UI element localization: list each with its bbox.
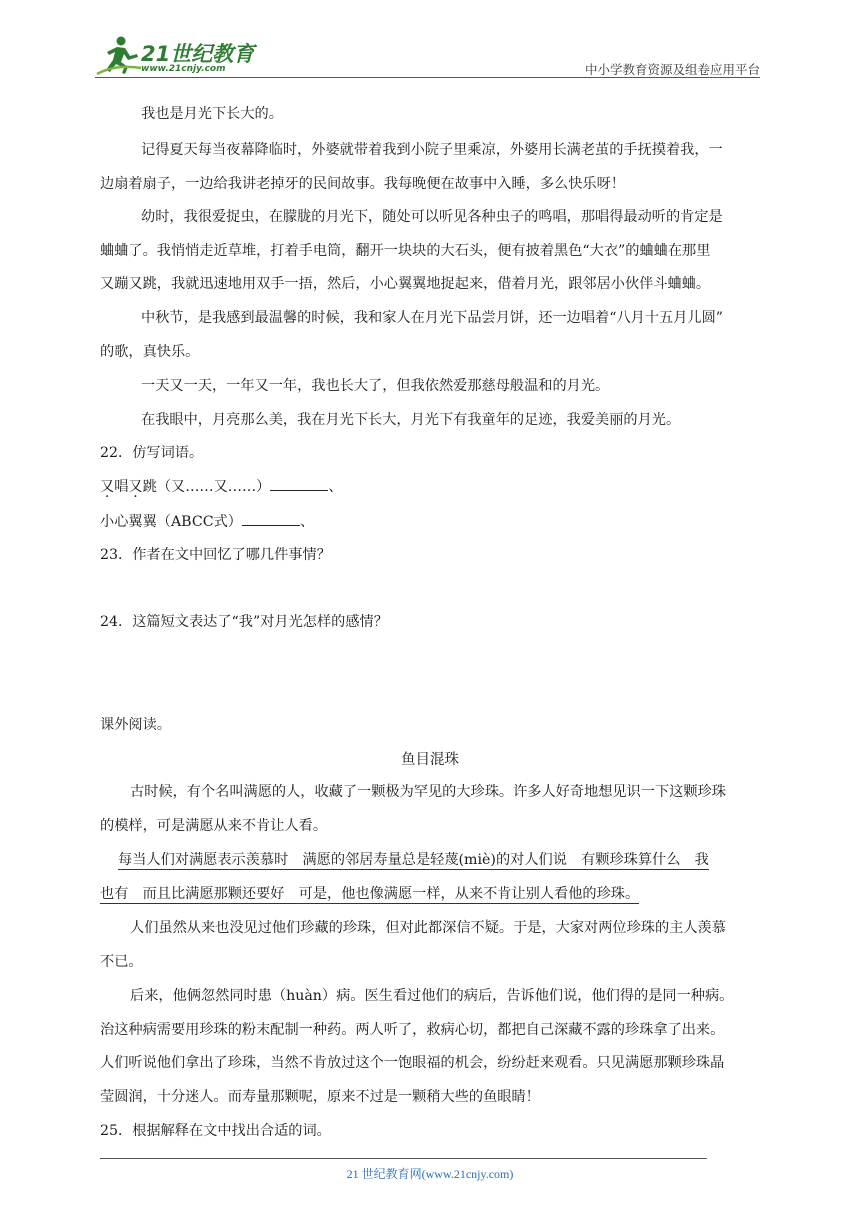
story-paragraph-4-line-3: 人们听说他们拿出了珍珠，当然不肯放过这个一饱眼福的机会，纷纷赶来观看。只见满愿那颗珍珠晶: [100, 1055, 725, 1071]
passage-paragraph-4-line-1: 中秋节，是我感到最温馨的时候，我和家人在月光下品尝月饼，还一边唱着“八月十五月儿圆”: [141, 310, 724, 326]
separator: 、: [299, 514, 315, 530]
story-paragraph-1-line-1: 古时候，有个名叫满愿的人，收藏了一颗极为罕见的大珍珠。许多人好奇地想见识一下这颗珍珠: [130, 784, 726, 800]
pattern-hint: 小心翼翼（ABCC式）: [100, 514, 242, 530]
passage-paragraph-3-line-1: 幼时，我很爱捉虫，在朦胧的月光下，随处可以听见各种虫子的鸣唱，那唱得最动听的肯定是: [141, 209, 723, 225]
emphasis-char: 又: [128, 479, 143, 495]
passage-paragraph-1: 我也是月光下长大的。: [141, 106, 283, 122]
question-24: 24．这篇短文表达了“我”对月光怎样的感情？: [100, 614, 388, 630]
story-paragraph-2-line-1: [118, 850, 709, 870]
pattern-hint: （又……又……）: [156, 479, 271, 495]
emphasis-char-plain: 唱: [114, 479, 129, 495]
section-heading: 课外阅读。: [100, 717, 171, 733]
passage-paragraph-5: 一天又一天，一年又一年，我也长大了，但我依然爱那慈母般温和的月光。: [141, 378, 610, 394]
logo-text: 21世纪教育: [141, 42, 255, 66]
passage-paragraph-6: 在我眼中，月亮那么美，我在月光下长大，月光下有我童年的足迹，我爱美丽的月光。: [141, 412, 681, 428]
passage-paragraph-3-line-2: 蛐蛐了。我悄悄走近草堆，打着手电筒，翻开一块块的大石头，便有披着黑色“大衣”的蛐蛐在那里: [100, 243, 711, 259]
footer-divider: [100, 1158, 707, 1159]
site-logo: [95, 34, 260, 78]
underlined-sentence: 每当人们对满愿表示羡慕时 满愿的邻居寿量总是轻蔑(miè)的对人们说 有颗珍珠算什么 我: [118, 852, 709, 868]
story-paragraph-4-line-4: 莹圆润，十分迷人。而寿量那颗呢，原来不过是一颗稍大些的鱼眼睛！: [100, 1089, 540, 1105]
passage-paragraph-2-line-2: 边扇着扇子，一边给我讲老掉牙的民间故事。我每晚便在故事中入睡，多么快乐呀！: [100, 176, 625, 192]
answer-blank[interactable]: [242, 511, 300, 526]
runner-logo-icon: [95, 34, 143, 78]
story-title: 鱼目混珠: [401, 752, 459, 768]
emphasis-char-plain: 跳: [142, 479, 157, 495]
story-paragraph-2-line-2: [100, 884, 639, 904]
separator: 、: [328, 479, 343, 495]
question-22: 22．仿写词语。: [100, 445, 204, 461]
story-paragraph-3-line-2: 不已。: [100, 954, 143, 970]
footer-source[interactable]: 21 世纪教育网(www.21cnjy.com): [346, 1167, 514, 1181]
story-paragraph-4-line-2: 治这种病需要用珍珠的粉末配制一种药。两人听了，救病心切，都把自己深藏不露的珍珠拿了出来。: [100, 1022, 725, 1038]
story-paragraph-4-line-1: 后来，他俩忽然同时患（huàn）病。医生看过他们的病后，告诉他们说，他们得的是同一种病。: [130, 988, 734, 1004]
header-divider: [95, 77, 760, 78]
question-22-item-b: [100, 511, 314, 532]
answer-blank[interactable]: [270, 476, 328, 491]
story-paragraph-1-line-2: 的模样，可是满愿从来不肯让人看。: [100, 818, 328, 834]
question-25: 25．根据解释在文中找出合适的词。: [100, 1123, 331, 1139]
passage-paragraph-3-line-3: 又蹦又跳，我就迅速地用双手一捂，然后，小心翼翼地捉起来，借着月光，跟邻居小伙伴斗蛐蛐。: [100, 276, 711, 292]
story-paragraph-3-line-1: 人们虽然从来也没见过他们珍藏的珍珠，但对此都深信不疑。于是，大家对两位珍珠的主人羡慕: [130, 920, 726, 936]
passage-paragraph-4-line-2: 的歌，真快乐。: [100, 344, 200, 360]
question-22-item-a: [100, 476, 343, 497]
logo-url: www.21cnjy.com: [141, 64, 226, 74]
underlined-sentence: 也有 而且比满愿那颗还要好 可是，他也像满愿一样，从来不肯让别人看他的珍珠。: [100, 886, 640, 902]
platform-name: 中小学教育资源及组卷应用平台: [584, 62, 760, 77]
question-23: 23．作者在文中回忆了哪几件事情？: [100, 547, 331, 563]
emphasis-char: 又: [100, 479, 115, 495]
page-header: [95, 34, 760, 80]
passage-paragraph-2-line-1: 记得夏天每当夜幕降临时，外婆就带着我到小院子里乘凉，外婆用长满老茧的手抚摸着我，一: [141, 142, 723, 158]
